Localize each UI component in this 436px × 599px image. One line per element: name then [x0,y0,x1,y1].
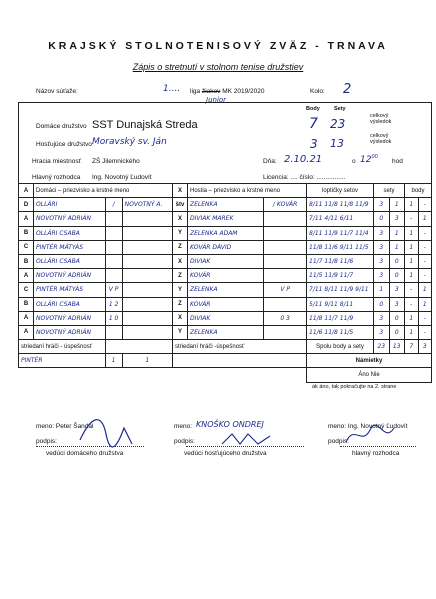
league-rest: MK 2019/2020 [222,88,265,95]
row-sets-home: 0 [374,297,390,311]
row-home-extra [105,269,122,283]
match-row [19,297,432,311]
league-hw-above: Junior [206,96,227,104]
row-points-home: - [405,212,419,226]
row-points-away: 1 [418,212,432,226]
row-home-extra [105,325,122,339]
row-home-extra [105,226,122,240]
row-away-letter: X [173,311,188,325]
row-away-letter: X [173,254,188,268]
row-points-home: 1 [405,254,419,268]
venue-value: ZŠ Jilemnického [92,158,140,165]
row-away-extra [264,212,307,226]
col-body: Body [306,106,320,112]
sub-home-name: PINTÉR [19,354,106,368]
row-home-letter: A [19,311,34,325]
form-subtitle: Zápis o stretnutí v stolnom tenise družstiev [132,62,304,72]
row-sets-home: 3 [374,226,390,240]
match-row [19,269,432,283]
row-points-home: 1 [405,226,419,240]
match-row [19,325,432,339]
total-s1: 23 [374,340,390,354]
row-home-player-2 [122,254,172,268]
venue-label: Hracia miestnosť [32,158,82,165]
row-home-player: OLLÁRI CSABA [34,254,106,268]
row-sets-home: 0 [374,212,390,226]
row-home-player-2 [122,226,172,240]
home-role: vedúci domáceho družstva [46,450,124,457]
match-row [19,254,432,268]
col-a-text: Domáci – priezvisko a krstné meno [34,184,173,198]
col-sets: loptičky setov [307,184,374,198]
row-away-player: KOVÁR DÁVID [188,240,264,254]
date-value: 2.10.21 [284,154,323,165]
row-sets-home: 3 [374,325,390,339]
referee-label: Hlavný rozhodca [32,174,81,181]
time-prefix: o [352,158,356,165]
row-set-points: 5/11 9/11 8/11 [307,297,374,311]
row-away-extra: / KOVÁR [264,198,307,212]
row-home-player-2 [122,297,172,311]
row-points-away: 1 [418,297,432,311]
row-away-player: KOVÁR [188,297,264,311]
row-set-points: 11/5 11/9 11/7 [307,269,374,283]
row-points-away: 1 [418,283,432,297]
row-away-player: KOVÁR [188,269,264,283]
away-body: 3 [310,137,318,151]
row-home-player-2 [122,283,172,297]
row-sets-away: 0 [389,325,405,339]
row-home-letter: B [19,226,34,240]
home-label: Domáce družstvo [36,123,87,130]
away-sety: 13 [330,137,344,150]
row-home-letter: A [19,212,34,226]
row-points-away: - [418,269,432,283]
row-away-extra: 0 3 [264,311,307,325]
row-home-extra: V P [105,283,122,297]
row-home-player: OLLÁRI CSABA [34,226,106,240]
row-away-letter: Z [173,297,188,311]
row-sets-away: 1 [389,198,405,212]
row-away-extra [264,269,307,283]
row-home-player-2 [122,212,172,226]
row-home-letter: C [19,240,34,254]
row-home-player: OLLÁRI CSABA [34,297,106,311]
row-away-letter: Y [173,283,188,297]
row-set-points: 8/11 11/8 11/8 11/9 [307,198,374,212]
col-x-text: Hostia – priezvisko a krstné meno [188,184,307,198]
row-set-points: 11/8 11/7 11/9 [307,311,374,325]
match-row [19,198,432,212]
row-away-letter: Z [173,240,188,254]
home-body: 7 [309,116,318,132]
licence-label: Licencia: .... číslo: ................ [263,174,346,181]
remarks-note: ak áno, tak pokračujte na 2. strane [312,384,397,390]
row-away-letter: Z [173,269,188,283]
row-home-letter: A [19,325,34,339]
row-away-extra [264,254,307,268]
match-row [19,226,432,240]
row-home-player: PINTÉR MÁTYÁS [34,283,106,297]
row-away-player: ZELENKA [188,198,264,212]
row-away-player: ZELENKA ADAM [188,226,264,240]
row-points-home: 1 [405,325,419,339]
row-away-extra [264,226,307,240]
home-captain-label: meno: [36,423,55,430]
row-set-points: 11/6 11/8 11/5 [307,325,374,339]
row-sets-away: 1 [389,226,405,240]
away-total: celkový výsledok [370,133,392,145]
row-home-letter: D [19,198,34,212]
row-sets-home: 3 [374,311,390,325]
row-away-player: DIVIAK [188,254,264,268]
away-signature-label: podpis: [174,438,195,445]
match-row [19,212,432,226]
referee-name-value: Ing. Novotný Ľudovít [347,423,408,430]
remarks-title: Námietky [307,354,432,368]
sub-away-label: striedaní hráči -úspešnosť [173,340,307,354]
sub-home-p: 1 [122,354,172,368]
row-points-home: - [405,297,419,311]
row-points-home: 1 [405,198,419,212]
row-sets-home: 1 [374,283,390,297]
row-home-letter: B [19,297,34,311]
row-sets-home: 3 [374,240,390,254]
row-points-away: - [418,254,432,268]
row-sets-away: 0 [389,269,405,283]
time-minutes: 00 [371,154,378,160]
row-set-points: 8/11 11/9 11/7 11/4 [307,226,374,240]
row-points-away: - [418,198,432,212]
total-b2: 3 [418,340,432,354]
total-label: Spolu body a sety [307,340,374,354]
row-away-extra [264,240,307,254]
referee-signature-label: podpis: [328,438,349,445]
row-away-player: DIVIAK MAREK [188,212,264,226]
row-away-player: DIVIAK [188,311,264,325]
away-captain-label: meno: [174,423,193,430]
home-signature-label: podpis: [36,438,57,445]
row-away-extra [264,325,307,339]
referee-value: Ing. Novotný Ľudovít [92,174,152,181]
row-set-points: 7/11 4/11 6/11 [307,212,374,226]
league-text: liga [190,88,201,95]
row-away-letter: Y [173,325,188,339]
row-home-player: PINTÉR MÁTYÁS [34,240,106,254]
away-label: Hosťujúce družstvo [36,141,92,148]
row-away-letter: Y [173,226,188,240]
row-away-letter: X [173,212,188,226]
match-row [19,311,432,325]
time-value: 12 [360,155,372,165]
row-away-player: ZELENKA [188,283,264,297]
row-points-away: - [418,226,432,240]
home-total: celkový výsledok [370,113,392,125]
row-home-extra [105,254,122,268]
row-sets-away: 0 [389,254,405,268]
col-x: X [173,184,188,198]
away-role: vedúci hosťujúceho družstva [184,450,267,457]
match-row [19,283,432,297]
row-points-away: - [418,311,432,325]
round-value: 2 [343,82,352,97]
row-home-player: NOVOTNÝ ADRIÁN [34,269,106,283]
row-home-player-2 [122,311,172,325]
row-sets-home: 3 [374,269,390,283]
row-home-player: NOVOTNÝ ADRIÁN [34,311,106,325]
total-s2: 13 [389,340,405,354]
col-sety: sety [374,184,405,198]
col-body: body [405,184,432,198]
referee-name-label: meno: [328,423,347,430]
row-points-home: 1 [405,240,419,254]
row-points-away: - [418,240,432,254]
row-set-points: 7/11 8/11 11/9 9/11 [307,283,374,297]
match-row [19,240,432,254]
row-home-extra: 1 2 [105,297,122,311]
row-home-letter: C [19,283,34,297]
row-away-extra: V P [264,283,307,297]
row-away-letter: štv [173,198,188,212]
row-home-extra [105,212,122,226]
home-captain-signature [72,410,144,454]
row-away-extra [264,297,307,311]
row-points-away: - [418,325,432,339]
row-sets-away: 0 [389,311,405,325]
row-sets-away: 3 [389,297,405,311]
row-sets-away: 1 [389,240,405,254]
row-away-player: ZELENKA [188,325,264,339]
home-sety: 23 [330,117,346,131]
row-home-extra [105,240,122,254]
row-home-extra: / [105,198,122,212]
row-home-player-2 [122,269,172,283]
row-home-player: OLLÁRI [34,198,106,212]
col-a: A [19,184,34,198]
competition-label: Názov súťaže: [36,88,78,95]
date-label: Dňa: [263,158,277,165]
sub-home-v: 1 [105,354,122,368]
home-name: SST Dunajská Streda [92,119,198,131]
home-captain-value: Peter Šandal [55,423,94,430]
row-points-home: 1 [405,311,419,325]
round-label: Kolo: [310,88,325,95]
row-sets-away: 3 [389,212,405,226]
row-sets-away: 3 [389,283,405,297]
row-sets-home: 3 [374,254,390,268]
row-set-points: 11/8 11/6 9/11 11/5 [307,240,374,254]
remarks-yes-no: Áno Nie [307,368,432,382]
match-table [18,183,432,383]
row-home-extra: 1 0 [105,311,122,325]
total-b1: 7 [405,340,419,354]
league-title: KRAJSKÝ STOLNOTENISOVÝ ZVÄZ - TRNAVA [48,40,388,52]
row-points-home: - [405,283,419,297]
league-struck: žiakov [201,88,221,95]
away-name: Moravský sv. Ján [92,137,167,147]
row-sets-home: 3 [374,198,390,212]
row-set-points: 11/7 11/8 11/6 [307,254,374,268]
row-home-player: NOVOTNÝ ADRIÁN [34,325,106,339]
row-points-home: 1 [405,269,419,283]
time-suffix: hod [392,158,403,165]
row-home-letter: A [19,269,34,283]
row-home-player-2: NOVOTNÝ A. [122,198,172,212]
row-home-letter: B [19,254,34,268]
col-sety: Sety [334,106,346,112]
sub-home-label: striedaní hráči - úspešnosť [19,340,106,354]
row-home-player-2 [122,240,172,254]
competition-value: 1.... [163,84,181,94]
referee-role: hlavný rozhodca [352,450,400,457]
row-home-player-2 [122,325,172,339]
row-home-player: NOVOTNÝ ADRIÁN [34,212,106,226]
away-captain-value: KNOŠKO ONDREJ [196,420,264,429]
